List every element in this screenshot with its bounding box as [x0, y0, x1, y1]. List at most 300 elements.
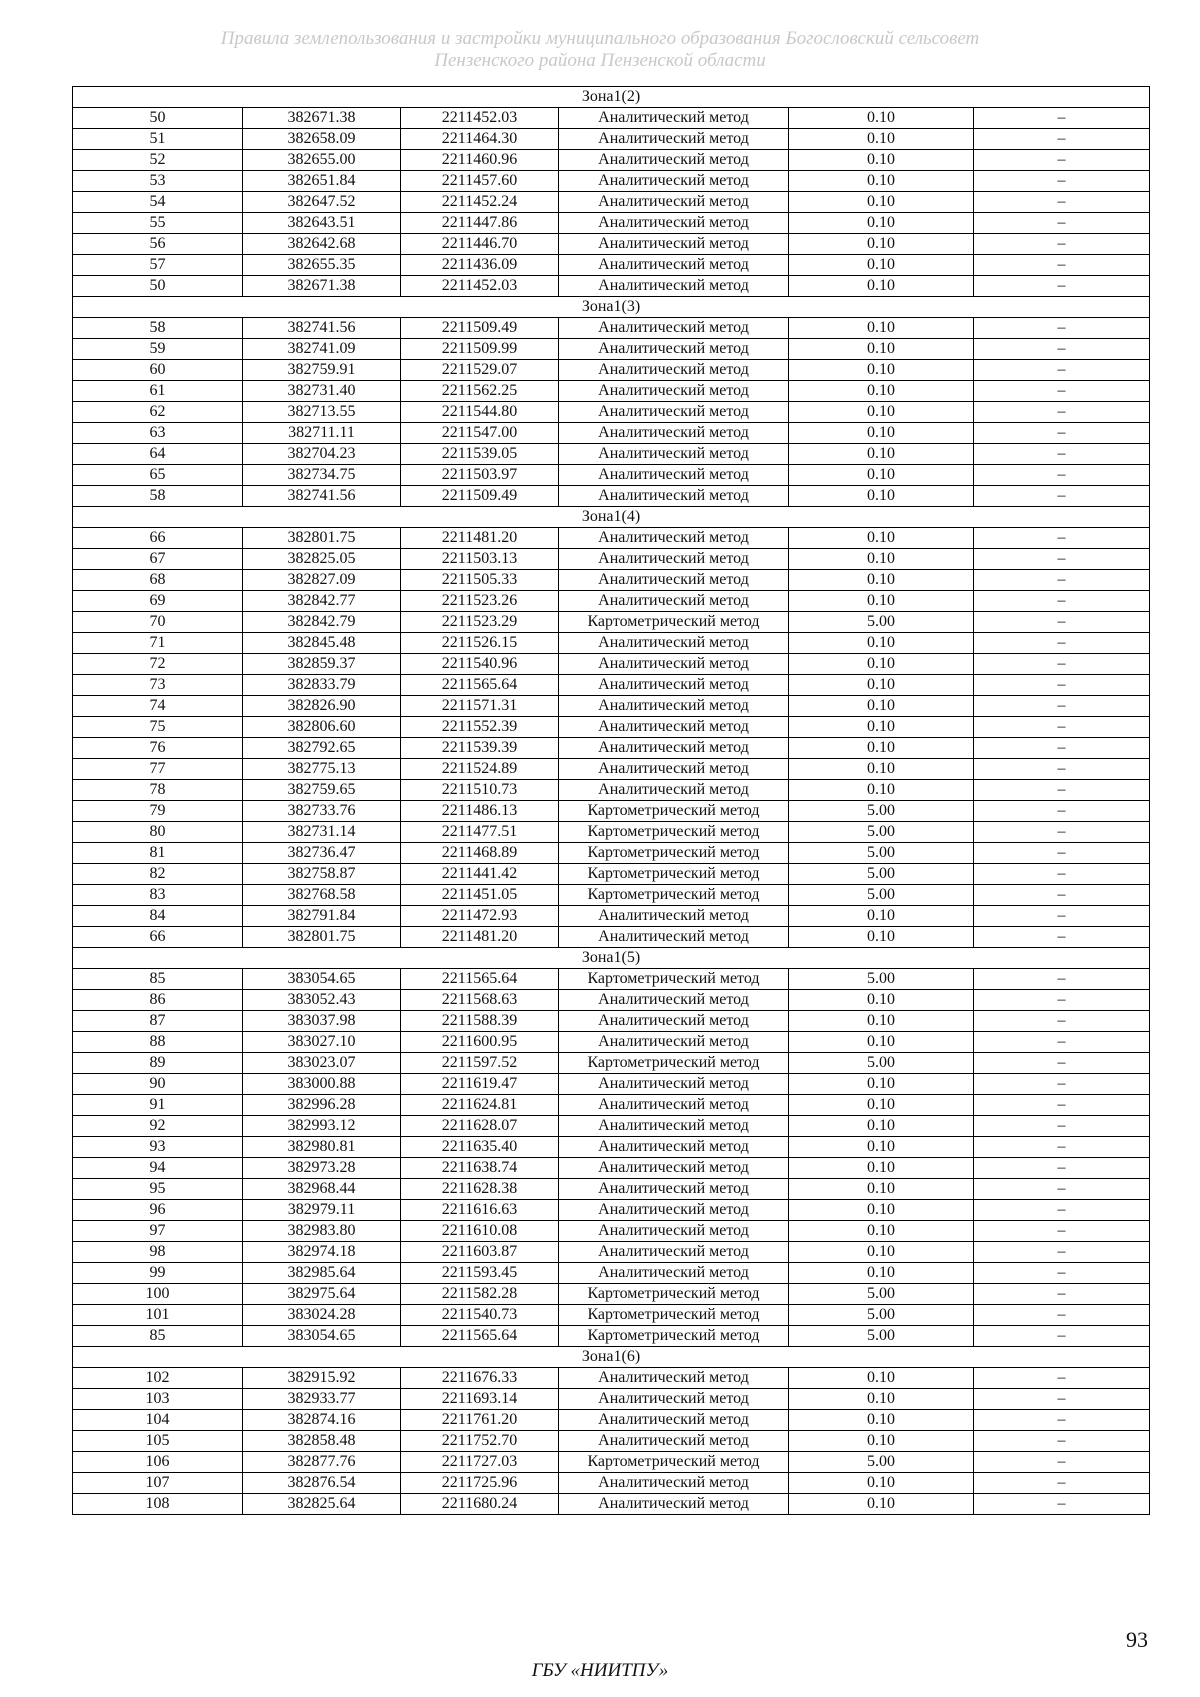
point-number-cell: 101 [73, 1305, 243, 1326]
description-cell: – [974, 192, 1150, 213]
x-coordinate-cell: 382975.64 [243, 1284, 401, 1305]
x-coordinate-cell: 383037.98 [243, 1011, 401, 1032]
x-coordinate-cell: 382792.65 [243, 738, 401, 759]
point-number-cell: 71 [73, 633, 243, 654]
zone-title: Зона1(6) [73, 1347, 1150, 1368]
point-number-cell: 76 [73, 738, 243, 759]
x-coordinate-cell: 383024.28 [243, 1305, 401, 1326]
accuracy-cell: 5.00 [789, 1053, 974, 1074]
x-coordinate-cell: 382825.05 [243, 549, 401, 570]
accuracy-cell: 0.10 [789, 129, 974, 150]
accuracy-cell: 0.10 [789, 759, 974, 780]
accuracy-cell: 0.10 [789, 549, 974, 570]
method-cell: Аналитический метод [559, 654, 789, 675]
accuracy-cell: 0.10 [789, 1074, 974, 1095]
table-row [73, 1032, 1150, 1053]
zone-header-row [73, 948, 1150, 969]
accuracy-cell: 0.10 [789, 570, 974, 591]
accuracy-cell: 0.10 [789, 1032, 974, 1053]
y-coordinate-cell: 2211628.38 [401, 1179, 559, 1200]
point-number-cell: 95 [73, 1179, 243, 1200]
y-coordinate-cell: 2211509.99 [401, 339, 559, 360]
method-cell: Аналитический метод [559, 927, 789, 948]
point-number-cell: 87 [73, 1011, 243, 1032]
accuracy-cell: 5.00 [789, 1326, 974, 1347]
method-cell: Аналитический метод [559, 213, 789, 234]
description-cell: – [974, 843, 1150, 864]
y-coordinate-cell: 2211568.63 [401, 990, 559, 1011]
coordinates-table [72, 86, 1150, 1515]
y-coordinate-cell: 2211676.33 [401, 1368, 559, 1389]
y-coordinate-cell: 2211610.08 [401, 1221, 559, 1242]
description-cell: – [974, 423, 1150, 444]
point-number-cell: 56 [73, 234, 243, 255]
table-row [73, 192, 1150, 213]
table-row [73, 1011, 1150, 1032]
accuracy-cell: 0.10 [789, 402, 974, 423]
x-coordinate-cell: 382801.75 [243, 927, 401, 948]
method-cell: Аналитический метод [559, 171, 789, 192]
y-coordinate-cell: 2211481.20 [401, 528, 559, 549]
point-number-cell: 74 [73, 696, 243, 717]
y-coordinate-cell: 2211509.49 [401, 486, 559, 507]
x-coordinate-cell: 382671.38 [243, 108, 401, 129]
accuracy-cell: 0.10 [789, 1011, 974, 1032]
method-cell: Аналитический метод [559, 1074, 789, 1095]
method-cell: Аналитический метод [559, 486, 789, 507]
method-cell: Аналитический метод [559, 780, 789, 801]
accuracy-cell: 0.10 [789, 255, 974, 276]
y-coordinate-cell: 2211628.07 [401, 1116, 559, 1137]
method-cell: Аналитический метод [559, 549, 789, 570]
description-cell: – [974, 1011, 1150, 1032]
table-row [73, 927, 1150, 948]
zone-title: Зона1(2) [73, 87, 1150, 108]
y-coordinate-cell: 2211452.03 [401, 276, 559, 297]
description-cell: – [974, 339, 1150, 360]
accuracy-cell: 0.10 [789, 318, 974, 339]
accuracy-cell: 5.00 [789, 1284, 974, 1305]
table-row [73, 1389, 1150, 1410]
x-coordinate-cell: 382758.87 [243, 864, 401, 885]
method-cell: Аналитический метод [559, 108, 789, 129]
accuracy-cell: 0.10 [789, 486, 974, 507]
point-number-cell: 57 [73, 255, 243, 276]
y-coordinate-cell: 2211468.89 [401, 843, 559, 864]
accuracy-cell: 0.10 [789, 423, 974, 444]
y-coordinate-cell: 2211600.95 [401, 1032, 559, 1053]
table-row [73, 885, 1150, 906]
header-title-line2: Пензенского района Пензенской области [434, 50, 766, 71]
y-coordinate-cell: 2211616.63 [401, 1200, 559, 1221]
point-number-cell: 86 [73, 990, 243, 1011]
point-number-cell: 77 [73, 759, 243, 780]
x-coordinate-cell: 382759.65 [243, 780, 401, 801]
table-row [73, 1137, 1150, 1158]
point-number-cell: 59 [73, 339, 243, 360]
description-cell: – [974, 402, 1150, 423]
point-number-cell: 85 [73, 969, 243, 990]
method-cell: Аналитический метод [559, 402, 789, 423]
table-row [73, 1242, 1150, 1263]
description-cell: – [974, 1326, 1150, 1347]
accuracy-cell: 0.10 [789, 990, 974, 1011]
accuracy-cell: 0.10 [789, 717, 974, 738]
y-coordinate-cell: 2211603.87 [401, 1242, 559, 1263]
zone-title: Зона1(3) [73, 297, 1150, 318]
y-coordinate-cell: 2211510.73 [401, 780, 559, 801]
method-cell: Аналитический метод [559, 234, 789, 255]
zone-header-row [73, 297, 1150, 318]
x-coordinate-cell: 382979.11 [243, 1200, 401, 1221]
y-coordinate-cell: 2211725.96 [401, 1473, 559, 1494]
y-coordinate-cell: 2211540.73 [401, 1305, 559, 1326]
method-cell: Аналитический метод [559, 465, 789, 486]
point-number-cell: 73 [73, 675, 243, 696]
x-coordinate-cell: 382801.75 [243, 528, 401, 549]
header-title-line1: Правила землепользования и застройки муниципального образования Богословский сельсовет [220, 28, 980, 49]
description-cell: – [974, 1032, 1150, 1053]
table-row [73, 717, 1150, 738]
y-coordinate-cell: 2211503.97 [401, 465, 559, 486]
method-cell: Картометрический метод [559, 1452, 789, 1473]
x-coordinate-cell: 383054.65 [243, 1326, 401, 1347]
method-cell: Картометрический метод [559, 1305, 789, 1326]
method-cell: Аналитический метод [559, 1263, 789, 1284]
point-number-cell: 96 [73, 1200, 243, 1221]
x-coordinate-cell: 382704.23 [243, 444, 401, 465]
description-cell: – [974, 654, 1150, 675]
accuracy-cell: 0.10 [789, 528, 974, 549]
description-cell: – [974, 780, 1150, 801]
x-coordinate-cell: 382733.76 [243, 801, 401, 822]
y-coordinate-cell: 2211624.81 [401, 1095, 559, 1116]
accuracy-cell: 0.10 [789, 1473, 974, 1494]
point-number-cell: 75 [73, 717, 243, 738]
y-coordinate-cell: 2211524.89 [401, 759, 559, 780]
point-number-cell: 54 [73, 192, 243, 213]
y-coordinate-cell: 2211571.31 [401, 696, 559, 717]
y-coordinate-cell: 2211446.70 [401, 234, 559, 255]
y-coordinate-cell: 2211472.93 [401, 906, 559, 927]
accuracy-cell: 0.10 [789, 696, 974, 717]
point-number-cell: 50 [73, 276, 243, 297]
point-number-cell: 70 [73, 612, 243, 633]
accuracy-cell: 0.10 [789, 234, 974, 255]
table-row [73, 423, 1150, 444]
method-cell: Аналитический метод [559, 1158, 789, 1179]
page-header [120, 28, 1080, 72]
y-coordinate-cell: 2211588.39 [401, 1011, 559, 1032]
y-coordinate-cell: 2211593.45 [401, 1263, 559, 1284]
method-cell: Аналитический метод [559, 276, 789, 297]
point-number-cell: 102 [73, 1368, 243, 1389]
accuracy-cell: 0.10 [789, 1221, 974, 1242]
description-cell: – [974, 1494, 1150, 1515]
table-row [73, 1095, 1150, 1116]
accuracy-cell: 0.10 [789, 360, 974, 381]
accuracy-cell: 0.10 [789, 381, 974, 402]
accuracy-cell: 0.10 [789, 339, 974, 360]
description-cell: – [974, 1410, 1150, 1431]
x-coordinate-cell: 382671.38 [243, 276, 401, 297]
description-cell: – [974, 1158, 1150, 1179]
x-coordinate-cell: 382658.09 [243, 129, 401, 150]
description-cell: – [974, 1473, 1150, 1494]
x-coordinate-cell: 383052.43 [243, 990, 401, 1011]
point-number-cell: 94 [73, 1158, 243, 1179]
x-coordinate-cell: 382741.56 [243, 486, 401, 507]
method-cell: Аналитический метод [559, 444, 789, 465]
description-cell: – [974, 633, 1150, 654]
point-number-cell: 107 [73, 1473, 243, 1494]
table-row [73, 381, 1150, 402]
point-number-cell: 89 [73, 1053, 243, 1074]
x-coordinate-cell: 382711.11 [243, 423, 401, 444]
x-coordinate-cell: 383023.07 [243, 1053, 401, 1074]
y-coordinate-cell: 2211452.03 [401, 108, 559, 129]
accuracy-cell: 0.10 [789, 738, 974, 759]
method-cell: Картометрический метод [559, 822, 789, 843]
description-cell: – [974, 549, 1150, 570]
page-number: 93 [1126, 1627, 1148, 1652]
description-cell: – [974, 612, 1150, 633]
description-cell: – [974, 360, 1150, 381]
x-coordinate-cell: 382985.64 [243, 1263, 401, 1284]
x-coordinate-cell: 382713.55 [243, 402, 401, 423]
accuracy-cell: 0.10 [789, 654, 974, 675]
zone-header-row [73, 87, 1150, 108]
y-coordinate-cell: 2211552.39 [401, 717, 559, 738]
table-row [73, 402, 1150, 423]
y-coordinate-cell: 2211638.74 [401, 1158, 559, 1179]
table-row [73, 528, 1150, 549]
description-cell: – [974, 129, 1150, 150]
accuracy-cell: 0.10 [789, 171, 974, 192]
accuracy-cell: 5.00 [789, 864, 974, 885]
table-row [73, 276, 1150, 297]
description-cell: – [974, 864, 1150, 885]
description-cell: – [974, 1179, 1150, 1200]
x-coordinate-cell: 382647.52 [243, 192, 401, 213]
method-cell: Аналитический метод [559, 423, 789, 444]
accuracy-cell: 0.10 [789, 192, 974, 213]
description-cell: – [974, 759, 1150, 780]
x-coordinate-cell: 382643.51 [243, 213, 401, 234]
x-coordinate-cell: 382655.00 [243, 150, 401, 171]
x-coordinate-cell: 382858.48 [243, 1431, 401, 1452]
accuracy-cell: 0.10 [789, 150, 974, 171]
table-row [73, 969, 1150, 990]
table-row [73, 150, 1150, 171]
table-row [73, 1410, 1150, 1431]
point-number-cell: 85 [73, 1326, 243, 1347]
method-cell: Аналитический метод [559, 570, 789, 591]
method-cell: Аналитический метод [559, 990, 789, 1011]
table-row [73, 1263, 1150, 1284]
method-cell: Аналитический метод [559, 1116, 789, 1137]
accuracy-cell: 5.00 [789, 822, 974, 843]
table-row [73, 129, 1150, 150]
table-row [73, 549, 1150, 570]
point-number-cell: 64 [73, 444, 243, 465]
x-coordinate-cell: 382655.35 [243, 255, 401, 276]
y-coordinate-cell: 2211544.80 [401, 402, 559, 423]
description-cell: – [974, 1095, 1150, 1116]
accuracy-cell: 0.10 [789, 1158, 974, 1179]
description-cell: – [974, 1305, 1150, 1326]
y-coordinate-cell: 2211441.42 [401, 864, 559, 885]
y-coordinate-cell: 2211752.70 [401, 1431, 559, 1452]
point-number-cell: 61 [73, 381, 243, 402]
method-cell: Картометрический метод [559, 1326, 789, 1347]
y-coordinate-cell: 2211619.47 [401, 1074, 559, 1095]
method-cell: Картометрический метод [559, 843, 789, 864]
accuracy-cell: 0.10 [789, 1389, 974, 1410]
accuracy-cell: 5.00 [789, 612, 974, 633]
point-number-cell: 104 [73, 1410, 243, 1431]
description-cell: – [974, 1137, 1150, 1158]
accuracy-cell: 5.00 [789, 885, 974, 906]
accuracy-cell: 5.00 [789, 969, 974, 990]
description-cell: – [974, 591, 1150, 612]
method-cell: Картометрический метод [559, 801, 789, 822]
y-coordinate-cell: 2211447.86 [401, 213, 559, 234]
y-coordinate-cell: 2211529.07 [401, 360, 559, 381]
x-coordinate-cell: 382933.77 [243, 1389, 401, 1410]
method-cell: Аналитический метод [559, 696, 789, 717]
point-number-cell: 51 [73, 129, 243, 150]
y-coordinate-cell: 2211477.51 [401, 822, 559, 843]
point-number-cell: 98 [73, 1242, 243, 1263]
point-number-cell: 105 [73, 1431, 243, 1452]
method-cell: Картометрический метод [559, 1053, 789, 1074]
x-coordinate-cell: 383054.65 [243, 969, 401, 990]
table-row [73, 675, 1150, 696]
description-cell: – [974, 318, 1150, 339]
point-number-cell: 53 [73, 171, 243, 192]
method-cell: Аналитический метод [559, 1011, 789, 1032]
table-row [73, 612, 1150, 633]
y-coordinate-cell: 2211539.39 [401, 738, 559, 759]
method-cell: Аналитический метод [559, 1473, 789, 1494]
method-cell: Аналитический метод [559, 360, 789, 381]
x-coordinate-cell: 382980.81 [243, 1137, 401, 1158]
y-coordinate-cell: 2211451.05 [401, 885, 559, 906]
description-cell: – [974, 1200, 1150, 1221]
method-cell: Аналитический метод [559, 717, 789, 738]
table-row [73, 1221, 1150, 1242]
method-cell: Аналитический метод [559, 1431, 789, 1452]
y-coordinate-cell: 2211464.30 [401, 129, 559, 150]
accuracy-cell: 0.10 [789, 1200, 974, 1221]
accuracy-cell: 0.10 [789, 1431, 974, 1452]
description-cell: – [974, 465, 1150, 486]
description-cell: – [974, 1053, 1150, 1074]
table-row [73, 339, 1150, 360]
table-row [73, 1452, 1150, 1473]
method-cell: Картометрический метод [559, 969, 789, 990]
table-row [73, 906, 1150, 927]
y-coordinate-cell: 2211436.09 [401, 255, 559, 276]
table-row [73, 1473, 1150, 1494]
description-cell: – [974, 108, 1150, 129]
y-coordinate-cell: 2211505.33 [401, 570, 559, 591]
accuracy-cell: 0.10 [789, 591, 974, 612]
point-number-cell: 100 [73, 1284, 243, 1305]
x-coordinate-cell: 382874.16 [243, 1410, 401, 1431]
description-cell: – [974, 969, 1150, 990]
description-cell: – [974, 381, 1150, 402]
method-cell: Аналитический метод [559, 1494, 789, 1515]
description-cell: – [974, 570, 1150, 591]
table-row [73, 801, 1150, 822]
y-coordinate-cell: 2211727.03 [401, 1452, 559, 1473]
x-coordinate-cell: 382736.47 [243, 843, 401, 864]
y-coordinate-cell: 2211562.25 [401, 381, 559, 402]
y-coordinate-cell: 2211539.05 [401, 444, 559, 465]
method-cell: Аналитический метод [559, 528, 789, 549]
table-row [73, 843, 1150, 864]
accuracy-cell: 0.10 [789, 927, 974, 948]
point-number-cell: 97 [73, 1221, 243, 1242]
table-row [73, 591, 1150, 612]
method-cell: Аналитический метод [559, 1095, 789, 1116]
y-coordinate-cell: 2211565.64 [401, 675, 559, 696]
table-row [73, 255, 1150, 276]
description-cell: – [974, 1263, 1150, 1284]
table-row [73, 1116, 1150, 1137]
point-number-cell: 63 [73, 423, 243, 444]
point-number-cell: 60 [73, 360, 243, 381]
y-coordinate-cell: 2211565.64 [401, 1326, 559, 1347]
table-row [73, 1158, 1150, 1179]
accuracy-cell: 5.00 [789, 1305, 974, 1326]
y-coordinate-cell: 2211547.00 [401, 423, 559, 444]
method-cell: Аналитический метод [559, 633, 789, 654]
method-cell: Аналитический метод [559, 1032, 789, 1053]
method-cell: Аналитический метод [559, 381, 789, 402]
method-cell: Аналитический метод [559, 129, 789, 150]
y-coordinate-cell: 2211523.29 [401, 612, 559, 633]
x-coordinate-cell: 382759.91 [243, 360, 401, 381]
table-row [73, 570, 1150, 591]
method-cell: Аналитический метод [559, 318, 789, 339]
x-coordinate-cell: 382996.28 [243, 1095, 401, 1116]
table-row [73, 1284, 1150, 1305]
point-number-cell: 62 [73, 402, 243, 423]
description-cell: – [974, 990, 1150, 1011]
description-cell: – [974, 213, 1150, 234]
point-number-cell: 84 [73, 906, 243, 927]
y-coordinate-cell: 2211565.64 [401, 969, 559, 990]
accuracy-cell: 5.00 [789, 1452, 974, 1473]
page-footer: ГБУ «НИИТПУ» [531, 1660, 669, 1681]
method-cell: Аналитический метод [559, 1368, 789, 1389]
method-cell: Аналитический метод [559, 1137, 789, 1158]
x-coordinate-cell: 383027.10 [243, 1032, 401, 1053]
description-cell: – [974, 1074, 1150, 1095]
accuracy-cell: 0.10 [789, 213, 974, 234]
point-number-cell: 58 [73, 486, 243, 507]
table-row [73, 1494, 1150, 1515]
x-coordinate-cell: 382827.09 [243, 570, 401, 591]
description-cell: – [974, 1116, 1150, 1137]
accuracy-cell: 0.10 [789, 1242, 974, 1263]
x-coordinate-cell: 382806.60 [243, 717, 401, 738]
point-number-cell: 78 [73, 780, 243, 801]
x-coordinate-cell: 382876.54 [243, 1473, 401, 1494]
